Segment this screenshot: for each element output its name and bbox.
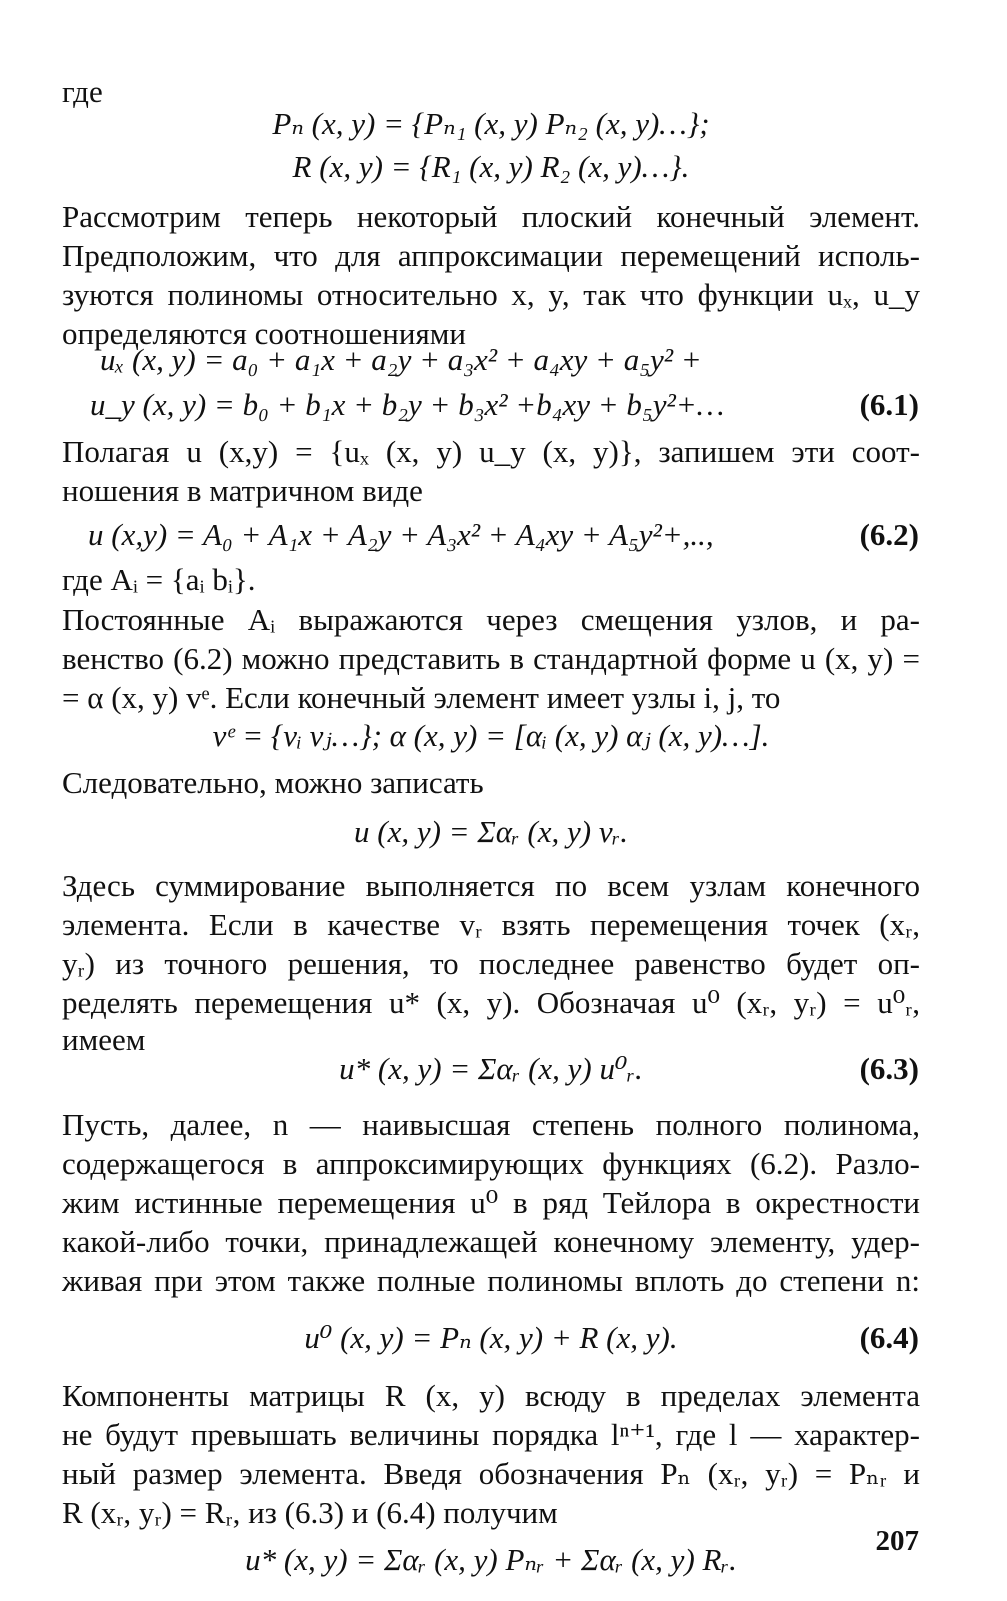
equation-number: (6.4) <box>859 1320 919 1355</box>
text-line: ношения в матричном виде <box>62 473 423 508</box>
text-line: где Aᵢ = {aᵢ bᵢ}. <box>62 562 256 597</box>
equation: u⁰ (x, y) = Pₙ (x, y) + R (x, y). <box>304 1320 678 1355</box>
text-line: Пусть, далее, n — наивысшая степень полного полинома, <box>62 1107 920 1142</box>
text-line: живая при этом также полные полиномы вплоть до степени n: <box>62 1263 920 1298</box>
text-line: венство (6.2) можно представить в стандартной форме u (x, y) = <box>62 641 920 676</box>
text-line: содержащегося в аппроксимирующих функциях (6.2). Разло- <box>62 1146 920 1181</box>
equation: Pₙ (x, y) = {Pₙ₁ (x, y) Pₙ₂ (x, y)…}; <box>272 106 710 141</box>
text-line: где <box>62 74 103 109</box>
text-line: Следовательно, можно записать <box>62 765 484 800</box>
text-line: yᵣ) из точного решения, то последнее равенство будет оп- <box>62 946 920 981</box>
equation-number: (6.2) <box>859 517 919 552</box>
text-line: = α (x, y) vᵉ. Если конечный элемент имеет узлы i, j, то <box>62 680 781 715</box>
text-line: Предположим, что для аппроксимации перемещений исполь- <box>62 238 920 273</box>
equation: vᵉ = {vᵢ vⱼ…}; α (x, y) = [αᵢ (x, y) αⱼ (x, y)…]. <box>212 718 770 753</box>
equation: u (x,y) = A₀ + A₁x + A₂y + A₃x² + A₄xy + A₅y²+,.., <box>88 517 714 552</box>
equation: u_y (x, y) = b₀ + b₁x + b₂y + b₃x² +b₄xy + b₅y²+… <box>90 387 725 422</box>
text-line: не будут превышать величины порядка lⁿ⁺¹, где l — характер- <box>62 1417 920 1452</box>
text-line: зуются полиномы относительно x, y, так что функции uₓ, u_y <box>62 277 920 312</box>
text-line: Здесь суммирование выполняется по всем узлам конечного <box>62 868 920 903</box>
equation: u* (x, y) = Σαᵣ (x, y) u⁰ᵣ. <box>339 1051 643 1086</box>
text-line: определяются соотношениями <box>62 316 466 351</box>
text-line: ный размер элемента. Введя обозначения Pₙ (xᵣ, yᵣ) = Pₙᵣ и <box>62 1456 920 1491</box>
equation-number: (6.3) <box>859 1051 919 1086</box>
text-line: R (xᵣ, yᵣ) = Rᵣ, из (6.3) и (6.4) получим <box>62 1495 558 1530</box>
text-line: ределять перемещения u* (x, y). Обозначая u⁰ (xᵣ, yᵣ) = u⁰ᵣ, <box>62 985 920 1020</box>
text-line: Постоянные Aᵢ выражаются через смещения узлов, и ра- <box>62 602 920 637</box>
equation: u* (x, y) = Σαᵣ (x, y) Pₙᵣ + Σαᵣ (x, y) Rᵣ. <box>245 1542 737 1577</box>
equation-number: (6.1) <box>859 387 919 422</box>
page-number: 207 <box>875 1525 919 1557</box>
text-line: имеем <box>62 1022 146 1057</box>
text-line: Рассмотрим теперь некоторый плоский конечный элемент. <box>62 199 920 234</box>
equation: uₓ (x, y) = a₀ + a₁x + a₂y + a₃x² + a₄xy + a₅y² + <box>100 342 702 377</box>
text-line: Компоненты матрицы R (x, y) всюду в пределах элемента <box>62 1378 920 1413</box>
text-line: элемента. Если в качестве vᵣ взять перемещения точек (xᵣ, <box>62 907 920 942</box>
text-line: какой-либо точки, принадлежащей конечному элементу, удер- <box>62 1224 920 1259</box>
text-line: жим истинные перемещения u⁰ в ряд Тейлора в окрестности <box>62 1185 920 1220</box>
equation: u (x, y) = Σαᵣ (x, y) vᵣ. <box>354 814 628 849</box>
text-line: Полагая u (x,y) = {uₓ (x, y) u_y (x, y)}, запишем эти соот- <box>62 434 920 469</box>
equation: R (x, y) = {R₁ (x, y) R₂ (x, y)…}. <box>292 149 690 184</box>
